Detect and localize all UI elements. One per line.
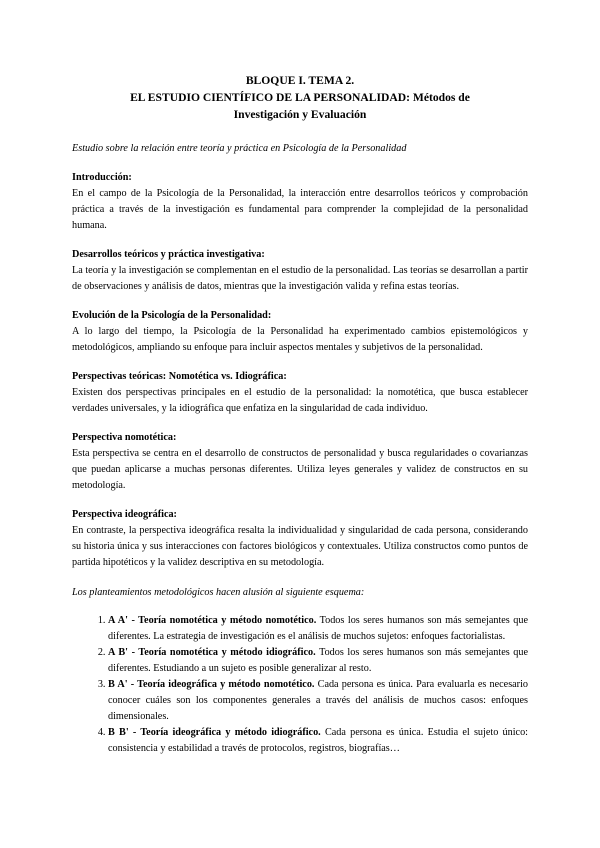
list-item-lead: A A' - Teoría nomotética y método nomotético. xyxy=(108,615,317,626)
section-body: Esta perspectiva se centra en el desarrollo de constructos de personalidad y busca regularidades o covarianzas que puedan aplicarse a muchas personas diferentes. Utiliza leyes generales y validez de constructos en su metodología. xyxy=(72,448,528,491)
section-body: A lo largo del tiempo, la Psicología de la Personalidad ha experimentado cambios epistemológicos y metodológicos, ampliando su enfoque para incluir aspectos mentales y subjetivos de la personalidad. xyxy=(72,326,528,353)
section-heading: Evolución de la Psicología de la Personalidad: xyxy=(72,310,272,321)
section-ideografica xyxy=(72,507,528,571)
list-item-text: Cada persona es única. Para evaluarla es necesario conocer cuáles son los componentes generales a través del análisis de muchos casos: enfoques dimensionales. xyxy=(108,679,528,722)
list-item-text: Todos los seres humanos son más semejantes que diferentes. La estrategia de investigación es el análisis de muchos sujetos: enfoques factorialistas. xyxy=(108,615,528,642)
section-desarrollos xyxy=(72,247,528,295)
list-item-text: Cada persona es única. Estudia el sujeto único: consistencia y estabilidad a través de protocolos, registros, biografías… xyxy=(108,727,529,754)
section-heading: Perspectiva nomotética: xyxy=(72,432,177,443)
section-body: Existen dos perspectivas principales en el estudio de la personalidad: la nomotética, que busca establecer verdades universales, y la idiográfica que enfatiza en la singularidad de cada individuo. xyxy=(72,387,528,414)
section-body: En el campo de la Psicología de la Personalidad, la interacción entre desarrollos teóricos y comprobación práctica a través de la investigación es fundamental para comprender la complejidad de la personalidad humana. xyxy=(72,188,528,231)
list-item-lead: A B' - Teoría nomotética y método idiográfico. xyxy=(108,647,316,658)
section-heading: Perspectiva ideográfica: xyxy=(72,509,177,520)
title-line-2: EL ESTUDIO CIENTÍFICO DE LA PERSONALIDAD: Métodos de xyxy=(130,91,470,104)
page-title xyxy=(72,72,528,123)
list-item xyxy=(108,725,528,757)
section-heading: Introducción: xyxy=(72,172,132,183)
section-evolucion xyxy=(72,308,528,356)
section-nomotetica xyxy=(72,430,528,494)
list-item-lead: B A' - Teoría ideográfica y método nomotético. xyxy=(108,679,315,690)
title-line-1: BLOQUE I. TEMA 2. xyxy=(245,74,355,87)
scheme-list xyxy=(72,613,528,757)
section-perspectivas xyxy=(72,369,528,417)
list-item-lead: B B' - Teoría ideográfica y método idiográfico. xyxy=(108,727,321,738)
section-heading: Perspectivas teóricas: Nomotética vs. Idiográfica: xyxy=(72,371,287,382)
list-item xyxy=(108,677,528,725)
section-heading: Desarrollos teóricos y práctica investigativa: xyxy=(72,249,265,260)
list-item-text: Todos los seres humanos son más semejantes que diferentes. Estudiando a un sujeto es posible generalizar al resto. xyxy=(108,647,528,674)
document-subtitle: Estudio sobre la relación entre teoría y práctica en Psicología de la Personalidad xyxy=(72,143,407,154)
section-body: La teoría y la investigación se complementan en el estudio de la personalidad. Las teorías se desarrollan a partir de observaciones y análisis de datos, mientras que la investigación valida y refina estas teorías. xyxy=(72,265,528,292)
scheme-intro: Los planteamientos metodológicos hacen alusión al siguiente esquema: xyxy=(72,587,365,598)
list-item xyxy=(108,645,528,677)
section-body: En contraste, la perspectiva ideográfica resalta la individualidad y singularidad de cada persona, considerando su historia única y sus interacciones con factores biológicos y contextuales. Utiliza constructos como puntos de partida hipotéticos y la validez descriptiva en su metodología. xyxy=(72,525,528,568)
title-line-3: Investigación y Evaluación xyxy=(233,108,367,121)
section-introduccion xyxy=(72,170,528,234)
list-item xyxy=(108,613,528,645)
